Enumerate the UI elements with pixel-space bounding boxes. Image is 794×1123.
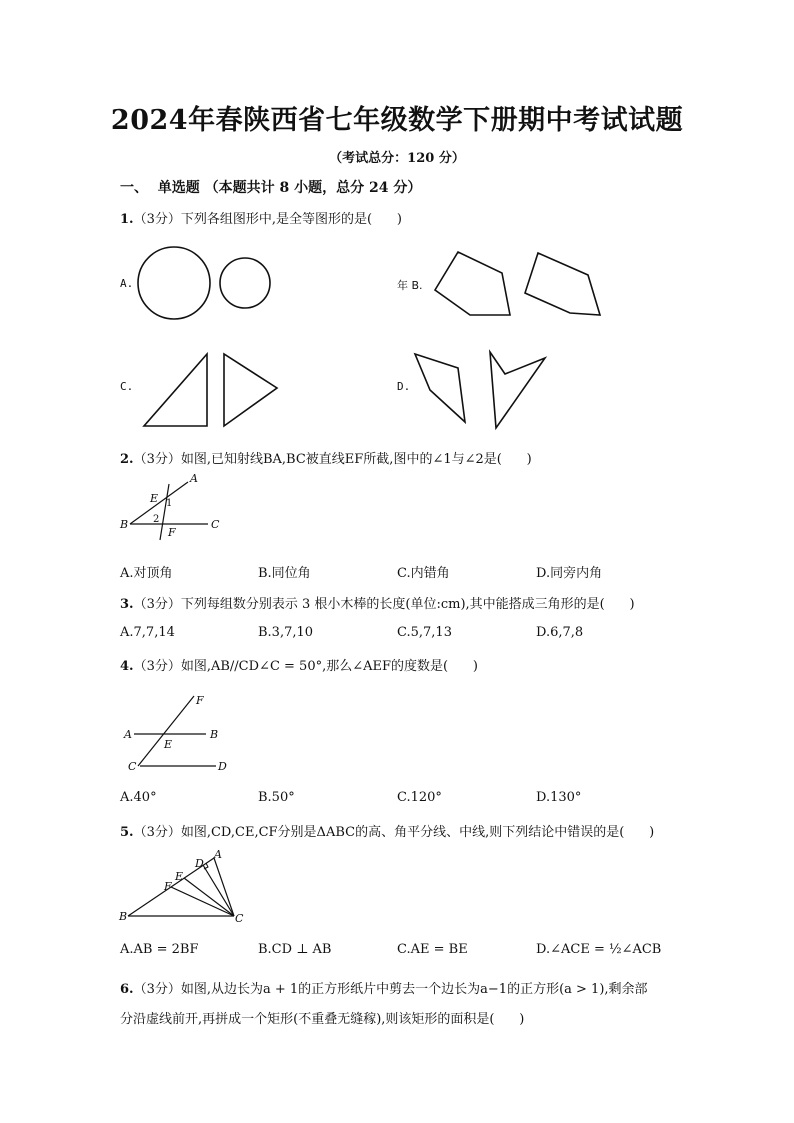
q5-diagram xyxy=(116,846,251,926)
question-1 xyxy=(120,208,402,227)
q1-option-c-label: C. xyxy=(120,380,134,393)
question-2-number: 2. xyxy=(120,452,134,467)
page-title: 2024年春陕西省七年级数学下册期中考试试题 xyxy=(110,105,684,136)
q4-label-f: F xyxy=(196,694,204,707)
q2-label-c: C xyxy=(211,518,220,531)
q2-label-f: F xyxy=(168,526,176,539)
q4-label-b: B xyxy=(210,728,219,741)
section-heading-single-choice: 一、 单选题 （本题共计 8 小题，总分 24 分） xyxy=(120,180,422,196)
question-3 xyxy=(120,593,635,612)
q4-label-d: D xyxy=(218,760,227,773)
q2-option-d[interactable]: D.同旁内角 xyxy=(536,566,603,581)
q5-option-a[interactable]: A.AB = 2BF xyxy=(120,942,199,957)
q5-option-c[interactable]: C.AE = BE xyxy=(397,942,468,957)
question-4-text: （3分）如图,AB//CD∠C = 50°,那么∠AEF的度数是( ) xyxy=(133,659,478,674)
q1-option-c-figure-triangles xyxy=(140,350,290,430)
q4-diagram xyxy=(118,690,238,775)
q5-option-d[interactable]: D.∠ACE = ½∠ACB xyxy=(536,942,662,957)
q4-option-c[interactable]: C.120° xyxy=(397,790,442,805)
q4-option-a[interactable]: A.40° xyxy=(120,790,157,805)
q4-label-a: A xyxy=(124,728,132,741)
question-5-number: 5. xyxy=(120,825,134,840)
question-6-text: （3分）如图,从边长为a + 1的正方形纸片中剪去一个边长为a−1的正方形(a > 1),剩余部 xyxy=(133,982,648,997)
q2-label-angle-1: 1 xyxy=(166,498,173,509)
question-5-text: （3分）如图,CD,CE,CF分别是ΔABC的高、角平分线、中线,则下列结论中错误的是( ) xyxy=(133,825,655,840)
q4-label-c: C xyxy=(128,760,137,773)
q1-option-d-figure-quadrilaterals xyxy=(410,348,560,433)
q3-option-a[interactable]: A.7,7,14 xyxy=(120,625,175,640)
q2-label-b: B xyxy=(120,518,129,531)
q2-label-angle-2: 2 xyxy=(153,514,160,525)
q2-option-a[interactable]: A.对顶角 xyxy=(120,566,173,581)
q5-label-d: D xyxy=(195,857,204,870)
q2-diagram xyxy=(116,472,226,544)
question-2 xyxy=(120,448,532,467)
q5-label-e: E xyxy=(175,870,184,883)
q2-label-e: E xyxy=(150,492,159,505)
q5-label-a: A xyxy=(214,848,222,861)
q4-option-b[interactable]: B.50° xyxy=(258,790,295,805)
question-3-number: 3. xyxy=(120,597,134,612)
q3-option-c[interactable]: C.5,7,13 xyxy=(397,625,452,640)
q3-option-d[interactable]: D.6,7,8 xyxy=(536,625,584,640)
q5-option-b[interactable]: B.CD ⊥ AB xyxy=(258,942,332,957)
q2-option-b[interactable]: B.同位角 xyxy=(258,566,311,581)
question-1-text: （3分）下列各组图形中,是全等图形的是( ) xyxy=(133,212,402,227)
q1-option-b-label: 年 B. xyxy=(397,279,423,292)
q5-label-c: C xyxy=(235,912,244,925)
q1-option-a-figure-circles xyxy=(130,242,280,327)
q1-option-d-label: D. xyxy=(397,380,411,393)
question-3-text: （3分）下列每组数分别表示 3 根小木棒的长度(单位:cm),其中能搭成三角形的是( ) xyxy=(133,597,635,612)
question-4 xyxy=(120,655,478,674)
question-2-text: （3分）如图,已知射线BA,BC被直线EF所截,图中的∠1与∠2是( ) xyxy=(133,452,532,467)
question-5 xyxy=(120,821,654,840)
question-4-number: 4. xyxy=(120,659,134,674)
q2-option-c[interactable]: C.内错角 xyxy=(397,566,450,581)
q4-label-e: E xyxy=(164,738,173,751)
q3-option-b[interactable]: B.3,7,10 xyxy=(258,625,314,640)
question-6-text-line-2: 分沿虚线前开,再拼成一个矩形(不重叠无缝稼),则该矩形的面积是( ) xyxy=(120,1012,525,1027)
q2-label-a: A xyxy=(190,472,198,485)
question-6 xyxy=(120,978,648,997)
q1-option-a-label: A. xyxy=(120,277,134,290)
q4-option-d[interactable]: D.130° xyxy=(536,790,582,805)
question-1-number: 1. xyxy=(120,212,134,227)
question-6-number: 6. xyxy=(120,982,134,997)
q1-option-b-figure-pentagons xyxy=(430,245,610,325)
q5-label-f: F xyxy=(164,880,172,893)
q5-label-b: B xyxy=(119,910,128,923)
exam-total-score: （考试总分：120 分） xyxy=(329,151,465,166)
